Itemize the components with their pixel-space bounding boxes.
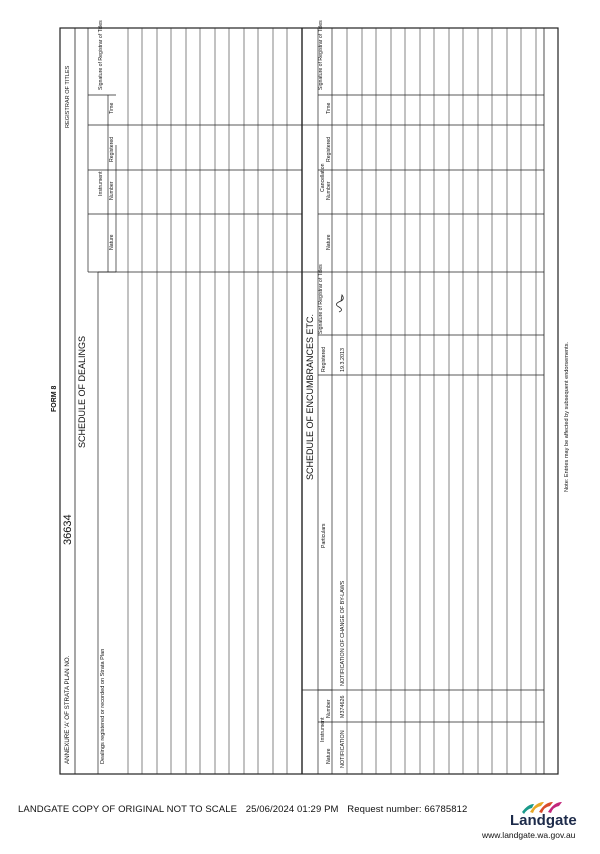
- col-number: Number: [109, 181, 115, 200]
- enc-col-c-time: Time: [326, 102, 332, 114]
- enc-col-signature: Signature of Registrar of Titles: [318, 264, 324, 334]
- enc-col-registered: Registered: [321, 346, 327, 372]
- enc-col-particulars: Particulars: [321, 523, 327, 548]
- signature-mark: [336, 295, 343, 312]
- encumbrances-title: SCHEDULE OF ENCUMBRANCES ETC.: [305, 313, 315, 480]
- copy-notice: LANDGATE COPY OF ORIGINAL NOT TO SCALE: [18, 804, 238, 815]
- note-text: Note: Entries may be affected by subsequent endorsements.: [564, 341, 570, 492]
- annexure-label: ANNEXURE 'A' OF STRATA PLAN NO.: [64, 655, 71, 764]
- dealings-intro: Dealings registered or recorded on Strata Plan: [100, 648, 106, 764]
- request-number: Request number: 66785812: [347, 804, 468, 815]
- col-instrument: Instrument: [98, 171, 104, 196]
- enc-col-cancellation: Cancellation: [320, 163, 326, 192]
- enc-col-c-registered: Registered: [326, 136, 332, 162]
- col-nature: Nature: [109, 234, 115, 250]
- timestamp: 25/06/2024 01:29 PM: [245, 804, 339, 815]
- entry-number: M374626: [340, 695, 346, 718]
- dealings-title: SCHEDULE OF DEALINGS: [77, 335, 87, 448]
- entry-particulars: NOTIFICATION OF CHANGE OF BY-LAWS: [340, 580, 346, 686]
- entry-nature: NOTIFICATION: [340, 730, 346, 768]
- enc-col-nature: Nature: [326, 748, 332, 764]
- col-registered: Registered: [109, 136, 115, 162]
- enc-col-instrument: Instrument: [320, 717, 326, 742]
- enc-col-number: Number: [326, 699, 332, 718]
- col-time: Time: [109, 102, 115, 114]
- brand-name: Landgate: [510, 812, 577, 829]
- plan-number: 36634: [62, 514, 74, 545]
- brand-website: www.landgate.wa.gov.au: [482, 830, 576, 840]
- footer-bar: [18, 804, 473, 815]
- col-signature: Signature of Registrar of Titles: [98, 20, 104, 90]
- enc-col-c-nature: Nature: [326, 234, 332, 250]
- entry-registered: 19.3.2013: [340, 348, 346, 372]
- enc-col-c-number: Number: [326, 181, 332, 200]
- registrar-header: REGISTRAR OF TITLES: [65, 65, 71, 128]
- form-number: FORM 8: [51, 385, 58, 412]
- enc-col-c-signature: Signature of Registrar of Titles: [318, 20, 324, 90]
